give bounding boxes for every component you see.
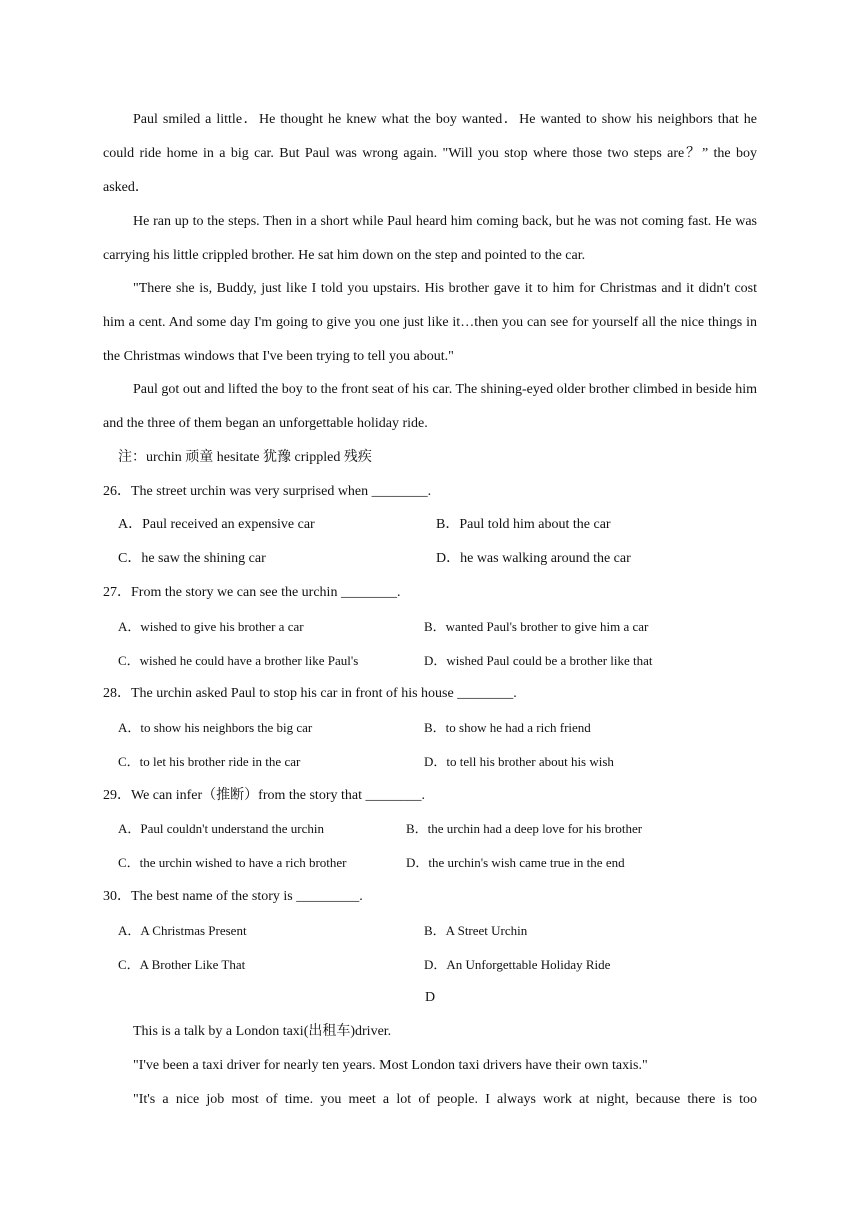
- question-27-stem: 27．From the story we can see the urchin ________.: [103, 585, 401, 600]
- section-d-line-2: "I've been a taxi driver for nearly ten years. Most London taxi drivers have their own taxis.": [133, 1058, 648, 1073]
- question-29-option-a: A．Paul couldn't understand the urchin: [118, 821, 324, 836]
- question-28-stem: 28．The urchin asked Paul to stop his car in front of his house ________.: [103, 686, 517, 701]
- question-30-option-c: C．A Brother Like That: [118, 957, 246, 972]
- question-29-option-b: B．the urchin had a deep love for his brother: [406, 821, 643, 836]
- question-27-option-d: D．wished Paul could be a brother like that: [424, 653, 653, 668]
- passage-paragraph-1: Paul smiled a little．He thought he knew what the boy wanted．He wanted to show his neighbors that he could ride home in a big car. But Paul was wrong again. "Will you stop where those two steps are？” the boy asked．: [103, 112, 757, 195]
- question-28-option-b: B．to show he had a rich friend: [424, 720, 591, 735]
- question-28-option-c: C．to let his brother ride in the car: [118, 754, 301, 769]
- vocabulary-note: 注：urchin 顽童 hesitate 犹豫 crippled 残疾: [118, 450, 372, 465]
- section-d-heading: D: [424, 990, 436, 1005]
- question-27-option-b: B．wanted Paul's brother to give him a car: [424, 619, 649, 634]
- section-d-line-3: "It's a nice job most of time. you meet a lot of people. I always work at night, because there is too: [133, 1092, 757, 1107]
- question-30-option-b: B．A Street Urchin: [424, 923, 528, 938]
- question-27-option-c: C．wished he could have a brother like Paul's: [118, 653, 359, 668]
- question-30-option-a: A．A Christmas Present: [118, 923, 247, 938]
- section-d-line-1: This is a talk by a London taxi(出租车)driver.: [133, 1024, 392, 1039]
- question-26-option-c: C．he saw the shining car: [118, 551, 266, 566]
- question-29-stem: 29．We can infer（推断）from the story that ________.: [103, 788, 425, 803]
- passage-paragraph-4: Paul got out and lifted the boy to the front seat of his car. The shining-eyed older brother climbed in beside him and the three of them began an unforgettable holiday ride.: [103, 382, 757, 431]
- question-28-option-a: A．to show his neighbors the big car: [118, 720, 313, 735]
- question-28-option-d: D．to tell his brother about his wish: [424, 754, 614, 769]
- question-26-option-b: B．Paul told him about the car: [436, 517, 611, 532]
- question-26-stem: 26．The street urchin was very surprised when ________.: [103, 484, 432, 499]
- question-30-option-d: D．An Unforgettable Holiday Ride: [424, 957, 611, 972]
- question-27-option-a: A．wished to give his brother a car: [118, 619, 304, 634]
- question-30-stem: 30．The best name of the story is _________.: [103, 889, 363, 904]
- passage-paragraph-3: "There she is, Buddy, just like I told you upstairs. His brother gave it to him for Christmas and it didn't cost him a cent. And some day I'm going to give you one just like it…then you can see for yourself all the nice things in the Christmas windows that I've been trying to tell you about.": [103, 281, 757, 364]
- passage-paragraph-2: He ran up to the steps. Then in a short while Paul heard him coming back, but he was not coming fast. He was carrying his little crippled brother. He sat him down on the step and pointed to the car.: [103, 214, 757, 263]
- question-26-option-a: A．Paul received an expensive car: [118, 517, 315, 532]
- question-29-option-d: D．the urchin's wish came true in the end: [406, 855, 625, 870]
- question-29-option-c: C．the urchin wished to have a rich brother: [118, 855, 347, 870]
- question-26-option-d: D．he was walking around the car: [436, 551, 631, 566]
